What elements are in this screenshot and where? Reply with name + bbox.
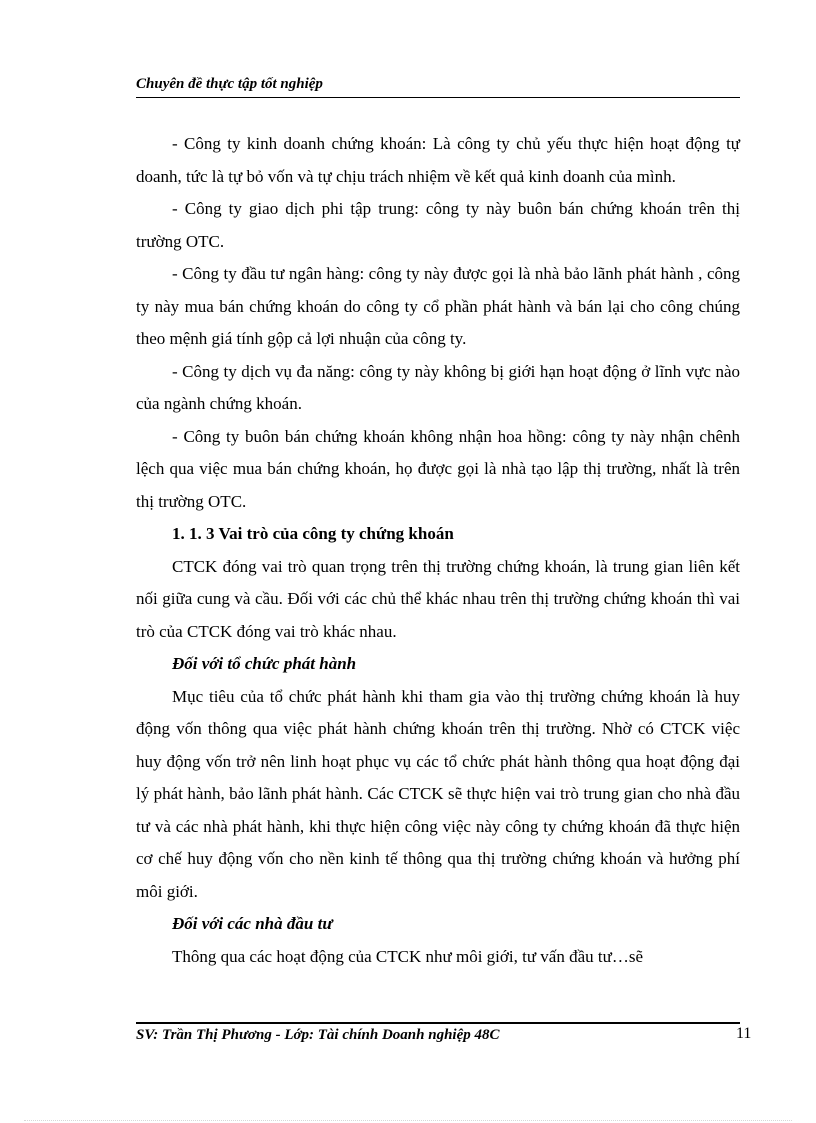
footer-divider — [136, 1022, 740, 1024]
subheading-issuers: Đối với tổ chức phát hành — [172, 654, 357, 673]
page-number: 11 — [736, 1025, 752, 1042]
paragraph-multi-service-company: - Công ty dịch vụ đa năng: công ty này không bị giới hạn hoạt động ở lĩnh vực nào của ngành chứng khoán. — [136, 361, 740, 413]
paragraph-investors: Thông qua các hoạt động của CTCK như môi giới, tư vấn đầu tư…sẽ — [172, 946, 643, 966]
paragraph-role-intro: CTCK đóng vai trò quan trọng trên thị trường chứng khoán, là trung gian liên kết nối giữa cung và cầu. Đối với các chủ thể khác nhau trên thị trường chứng khoán thì vai trò của CTCK đóng vai trò khác nhau. — [136, 556, 740, 641]
section-heading: 1. 1. 3 Vai trò của công ty chứng khoán — [172, 524, 454, 543]
page-bottom-edge — [24, 1120, 792, 1121]
document-body — [136, 128, 740, 973]
paragraph-otc-company: - Công ty giao dịch phi tập trung: công ty này buôn bán chứng khoán trên thị trường OTC. — [136, 199, 740, 251]
paragraph-issuers: Mục tiêu của tổ chức phát hành khi tham gia vào thị trường chứng khoán là huy động vốn thông qua việc phát hành chứng khoán trên thị trường. Nhờ có CTCK việc huy động vốn trở nên linh hoạt phục vụ các tổ chức phát hành thông qua hoạt động đại lý phát hành, bảo lãnh phát hành. Các CTCK sẽ thực hiện vai trò trung gian cho nhà đầu tư và các nhà phát hành, khi thực hiện công việc này công ty chứng khoán đã thực hiện cơ chế huy động vốn cho nền kinh tế thông qua thị trường chứng khoán và hưởng phí môi giới. — [136, 686, 740, 901]
paragraph-securities-trading-company: - Công ty kinh doanh chứng khoán: Là công ty chủ yếu thực hiện hoạt động tự doanh, tức là tự bỏ vốn và tự chịu trách nhiệm về kết quả kinh doanh của mình. — [136, 134, 740, 186]
subheading-investors: Đối với các nhà đầu tư — [172, 914, 333, 933]
page-header: Chuyên đề thực tập tốt nghiệp — [136, 76, 323, 92]
paragraph-investment-bank: - Công ty đầu tư ngân hàng: công ty này được gọi là nhà bảo lãnh phát hành , công ty này mua bán chứng khoán do công ty cổ phần phát hành và bán lại cho công chúng theo mệnh giá tính gộp cả lợi nhuận của công ty. — [136, 264, 740, 348]
header-divider — [136, 97, 740, 98]
page-footer: SV: Trần Thị Phương - Lớp: Tài chính Doanh nghiệp 48C — [136, 1027, 500, 1043]
paragraph-market-maker: - Công ty buôn bán chứng khoán không nhận hoa hồng: công ty này nhận chênh lệch qua việc mua bán chứng khoán, họ được gọi là nhà tạo lập thị trường, nhất là trên thị trường OTC. — [136, 426, 740, 511]
